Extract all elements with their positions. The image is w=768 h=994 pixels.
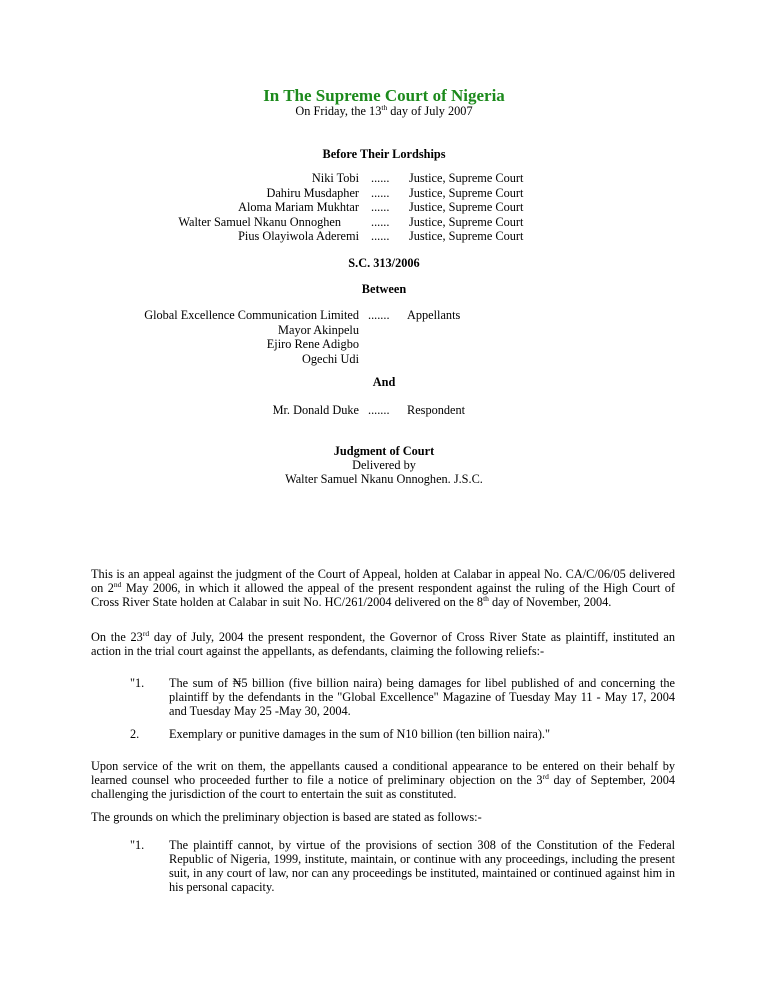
- judge-row: Niki Tobi ...... Justice, Supreme Court: [311, 171, 524, 185]
- paragraph-2: On the 23rd day of July, 2004 the present respondent, the Governor of Cross River State as plaintiff, instituted an action in the trial court against the appellants, as defendants, claiming the following reliefs:-: [91, 628, 676, 658]
- appellant-name: Global Excellence Communication Limited: [144, 308, 359, 322]
- bench-heading: Before Their Lordships: [322, 147, 446, 161]
- court-title: In The Supreme Court of Nigeria: [263, 86, 505, 105]
- respondent-name: Mr. Donald Duke: [272, 403, 359, 417]
- between-label: Between: [361, 282, 407, 296]
- judge-row: Aloma Mariam Mukhtar ...... Justice, Supreme Court: [238, 200, 524, 214]
- judgment-date: On Friday, the 13th day of July 2007: [295, 102, 473, 118]
- judge-row: Pius Olayiwola Aderemi ...... Justice, Supreme Court: [238, 229, 524, 243]
- appellants-role: Appellants: [407, 308, 461, 322]
- judges-list: [0, 171, 768, 244]
- respondent-role: Respondent: [407, 403, 466, 417]
- judgment-author: Walter Samuel Nkanu Onnoghen. J.S.C.: [285, 472, 483, 486]
- case-number: S.C. 313/2006: [348, 256, 420, 270]
- judgment-heading: Judgment of Court: [333, 444, 435, 458]
- and-label: And: [372, 375, 396, 389]
- paragraph-4: The grounds on which the preliminary objection is based are stated as follows:-: [91, 810, 482, 824]
- delivered-by: Delivered by: [352, 458, 416, 472]
- paragraph-3: Upon service of the writ on them, the appellants caused a conditional appearance to be entered on their behalf by learned counsel who proceeded further to file a notice of preliminary objection on the 3rd day of September, 2004 challenging the jurisdiction of the court to entertain the suit as constituted.: [91, 759, 676, 801]
- paragraph-1: This is an appeal against the judgment of the Court of Appeal, holden at Calabar in appeal No. CA/C/06/05 delivered on 2nd May 2006, in which it allowed the appeal of the present respondent against the ruling of the High Court of Cross River State holden at Calabar in suit No. HC/261/2004 delivered on the 8th day of November, 2004.: [91, 567, 675, 609]
- respondent-dots: .......: [368, 403, 390, 417]
- judge-row: Dahiru Musdapher ...... Justice, Supreme Court: [266, 185, 524, 200]
- appellants-dots: .......: [368, 308, 390, 322]
- appellant-name: Ogechi Udi: [301, 351, 359, 366]
- appellant-name: Mayor Akinpelu: [278, 322, 359, 337]
- judge-row: Walter Samuel Nkanu Onnoghen ...... Justice, Supreme Court: [178, 214, 524, 229]
- appellant-name: Ejiro Rene Adigbo: [266, 337, 359, 351]
